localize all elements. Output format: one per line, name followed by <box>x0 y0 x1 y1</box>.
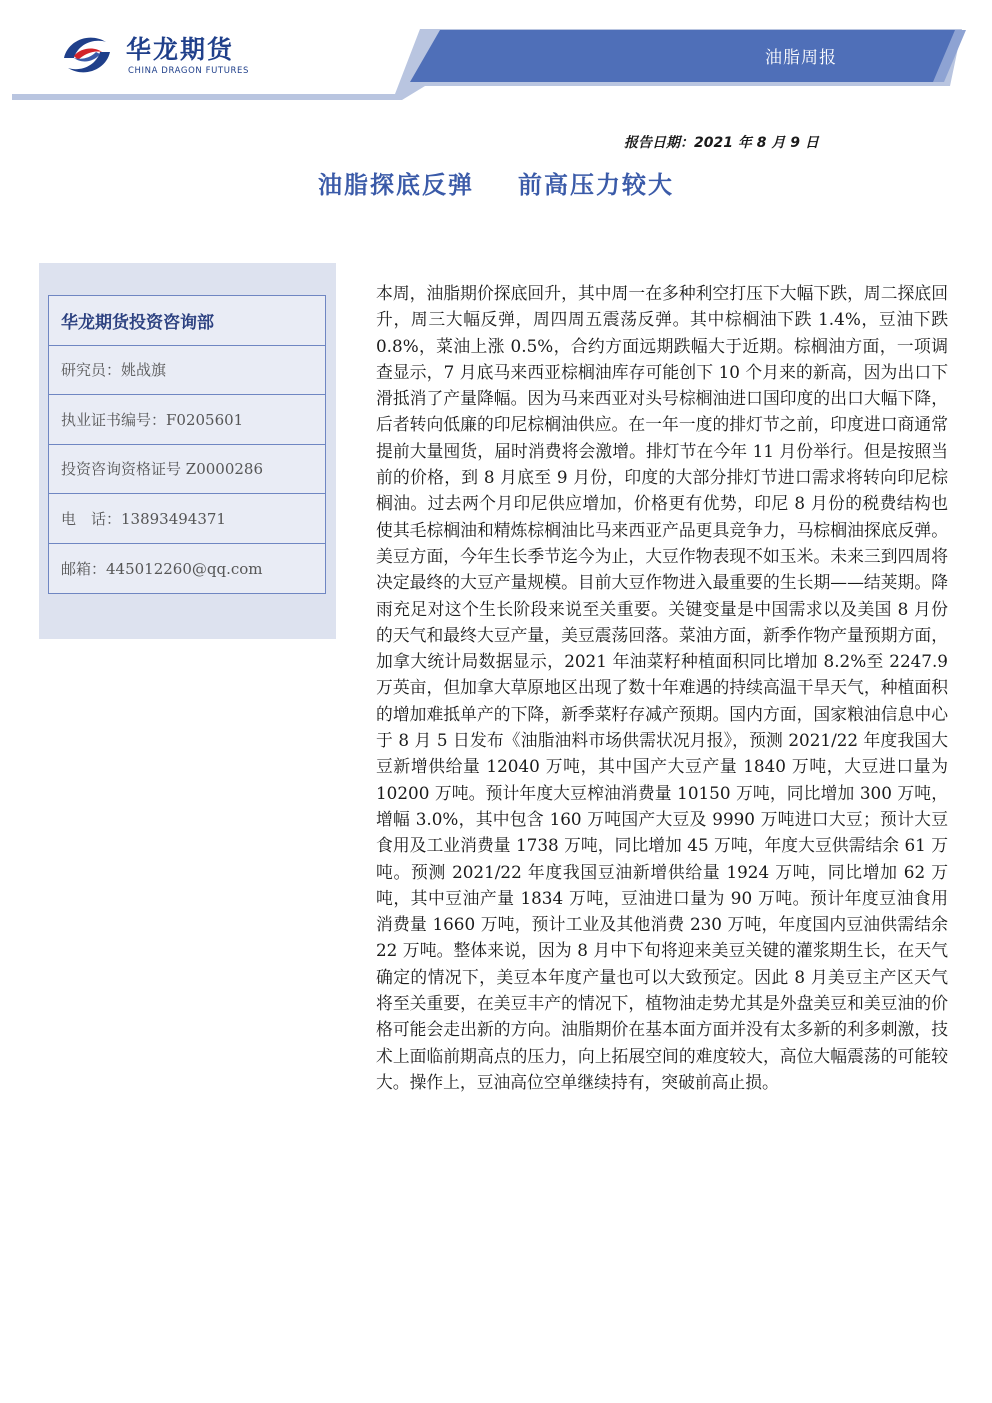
contact-info-box <box>48 295 326 594</box>
researcher-name: 研究员：姚战旗 <box>49 346 325 396</box>
department-name: 华龙期货投资咨询部 <box>49 296 325 346</box>
license-number: 执业证书编号：F0205601 <box>49 395 325 445</box>
email-address: 邮箱：445012260@qq.com <box>61 559 263 578</box>
dragon-logo-icon <box>60 28 114 82</box>
company-logo <box>60 26 260 86</box>
phone-number: 电 话：13893494371 <box>49 494 325 544</box>
logo-english-name: CHINA DRAGON FUTURES <box>128 66 250 76</box>
report-body: 本周，油脂期价探底回升，其中周一在多种利空打压下大幅下跌，周二探底回升，周三大幅反弹，周四周五震荡反弹。其中棕榈油下跌 1.4%，豆油下跌 0.8%，菜油上涨 0.5%，合约方面远期跌幅大于近期。棕榈油方面，一项调查显示，7 月底马来西亚棕榈油库存可能创下 10 个月来的新高，因为出口下滑抵消了产量降幅。因为马来西亚对头号棕榈油进口国印度的出口大幅下降，后者转向低廉的印尼棕榈油供应。在一年一度的排灯节之前，印度进口商通常提前大量囤货，届时消费将会激增。排灯节在今年 11 月份举行。但是按照当前的价格，到 8 月底至 9 月份，印度的大部分排灯节进口需求将转向印尼棕榈油。过去两个月印尼供应增加，价格更有优势，印尼 8 月份的税费结构也使其毛棕榈油和精炼棕榈油比马来西亚产品更具竞争力，马棕榈油探底反弹。美豆方面，今年生长季节迄今为止，大豆作物表现不如玉米。未来三到四周将决定最终的大豆产量规模。目前大豆作物进入最重要的生长期——结荚期。降雨充足对这个生长阶段来说至关重要。关键变量是中国需求以及美国 8 月份的天气和最终大豆产量，美豆震荡回落。菜油方面，新季作物产量预期方面，加拿大统计局数据显示，2021 年油菜籽种植面积同比增加 8.2%至 2247.9 万英亩，但加拿大草原地区出现了数十年难遇的持续高温干旱天气，种植面积的增加难抵单产的下降，新季菜籽存减产预期。国内方面，国家粮油信息中心于 8 月 5 日发布《油脂油料市场供需状况月报》，预测 2021/22 年度我国大豆新增供给量 12040 万吨，其中国产大豆产量 1840 万吨，大豆进口量为 10200 万吨。预计年度大豆榨油消费量 10150 万吨，同比增加 300 万吨，增幅 3.0%，其中包含 160 万吨国产大豆及 9990 万吨进口大豆；预计大豆食用及工业消费量 1738 万吨，同比增加 45 万吨，年度大豆供需结余 61 万吨。预测 2021/22 年度我国豆油新增供给量 1924 万吨，同比增加 62 万吨，其中豆油产量 1834 万吨，豆油进口量为 90 万吨。预计年度豆油食用消费量 1660 万吨，预计工业及其他消费 230 万吨，年度国内豆油供需结余 22 万吨。整体来说，因为 8 月中下旬将迎来美豆关键的灌浆期生长，在天气确定的情况下，美豆本年度产量也可以大致预定。因此 8 月美豆主产区天气将至关重要，在美豆丰产的情况下，植物油走势尤其是外盘美豆和美豆油的价格可能会走出新的方向。油脂期价在基本面方面并没有太多新的利多刺激，技术上面临前期高点的压力，向上拓展空间的难度较大，高位大幅震荡的可能较大。操作上，豆油高位空单继续持有，突破前高止损。 <box>376 283 948 1092</box>
title-part-2: 前高压力较大 <box>518 171 674 199</box>
qualification-number: 投资咨询资格证号 Z0000286 <box>49 445 325 495</box>
logo-chinese-name: 华龙期货 <box>126 35 235 64</box>
title-part-1: 油脂探底反弹 <box>318 171 474 199</box>
report-title <box>318 165 674 200</box>
report-date: 报告日期：2021 年 8 月 9 日 <box>624 135 819 151</box>
report-type-label: 油脂周报 <box>765 48 837 68</box>
